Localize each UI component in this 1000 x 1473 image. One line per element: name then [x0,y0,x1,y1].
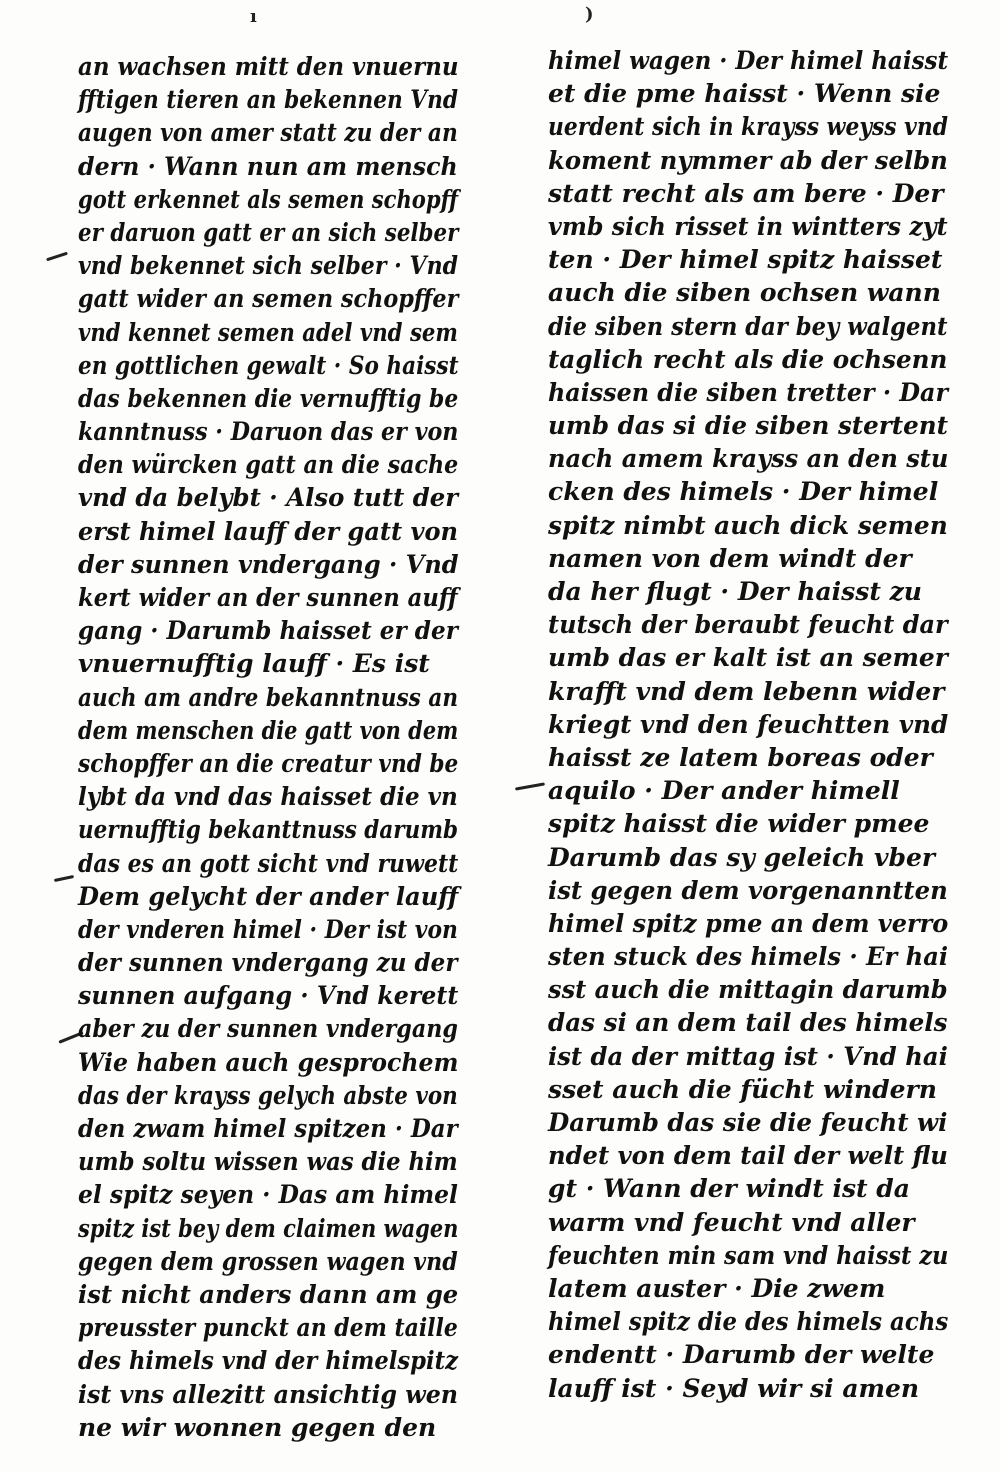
manuscript-line: auch die siben ochsen wann [548,278,941,308]
manuscript-line: ndet von dem tail der welt flu [548,1141,948,1171]
manuscript-line: dern · Wann nun am mensch [78,151,458,181]
manuscript-line: Darumb das sie die feucht wi [548,1108,948,1137]
manuscript-line: himel spitz pme an dem verro [548,908,949,938]
manuscript-line: vnd da belybt · Also tutt der [78,483,459,513]
manuscript-line: vnuernufftig lauff · Es ist [78,649,430,679]
manuscript-line: umb das er kalt ist an semer [548,643,948,673]
manuscript-line: ten · Der himel spitz haisset [548,245,943,275]
manuscript-line: der sunnen vndergang · Vnd [78,549,459,579]
margin-tick-mark: ı [250,6,257,27]
manuscript-line: da her flugt · Der haisst zu [548,577,922,606]
manuscript-line: ist vns allezitt ansichtig wen [78,1379,459,1409]
manuscript-line: der vnderen himel · Der ist von [78,914,458,944]
manuscript-line: spitz haisst die wider pmee [548,809,930,839]
manuscript-line: aber zu der sunnen vndergang [78,1014,458,1044]
manuscript-line: dem menschen die gatt von dem [78,715,459,745]
manuscript-line: gott erkennet als semen schopff [78,184,459,214]
manuscript-line: sst auch die mittagin darumb [548,975,948,1005]
manuscript-line: taglich recht als die ochsenn [548,344,948,374]
margin-stroke [515,782,545,790]
manuscript-line: sten stuck des himels · Er hai [548,942,949,972]
manuscript-line: uerdent sich in krayss weyss vnd [548,112,948,142]
manuscript-line: uernufftig bekanttnuss darumb [78,815,458,845]
manuscript-line: das es an gott sicht vnd ruwett [78,848,459,878]
margin-tick-mark: ) [585,4,594,25]
manuscript-line: gang · Darumb haisset er der [78,616,458,646]
manuscript-line: erst himel lauff der gatt von [78,516,459,546]
manuscript-line: tutsch der beraubt feucht dar [548,610,948,640]
manuscript-line: himel wagen · Der himel haisst [548,46,949,75]
manuscript-line: koment nymmer ab der selbn [548,145,948,175]
manuscript-line: vnd bekennet sich selber · Vnd [78,251,459,281]
margin-stroke [54,875,74,882]
manuscript-line: endentt · Darumb der welte [548,1340,935,1370]
manuscript-line: lauff ist · Seyd wir si amen [548,1373,920,1403]
manuscript-line: schopffer an die creatur vnd be [78,748,459,778]
manuscript-line: das si an dem tail des himels [548,1008,948,1038]
manuscript-line: den zwam himel spitzen · Dar [78,1114,458,1143]
manuscript-line: aquilo · Der ander himell [548,776,900,806]
manuscript-line: en gottlichen gewalt · So haisst [78,350,459,380]
manuscript-line: kert wider an der sunnen auff [78,583,458,612]
manuscript-line: fftigen tieren an bekennen Vnd [78,85,458,115]
manuscript-line: die siben stern dar bey walgent [548,311,948,341]
manuscript-line: gatt wider an semen schopffer [78,284,459,314]
left-text-column [78,50,458,1444]
manuscript-line: gt · Wann der windt ist da [548,1174,910,1204]
manuscript-line: nach amem krayss an den stu [548,444,949,474]
manuscript-line: spitz nimbt auch dick semen [548,510,948,540]
manuscript-line: namen von dem windt der [548,543,912,573]
manuscript-line: ist nicht anders dann am ge [78,1279,459,1309]
manuscript-line: spitz ist bey dem claimen wagen [78,1213,459,1243]
manuscript-line: cken des himels · Der himel [548,477,939,507]
manuscript-line: des himels vnd der himelspitz [78,1346,458,1376]
manuscript-line: Wie haben auch gesprochem [78,1047,459,1077]
manuscript-line: gegen dem grossen wagen vnd [78,1246,458,1276]
manuscript-line: lybt da vnd das haisset die vn [78,782,458,812]
manuscript-line: himel spitz die des himels achs [548,1307,949,1337]
manuscript-line: haissen die siben tretter · Dar [548,377,949,407]
manuscript-line: latem auster · Die zwem [548,1273,886,1303]
manuscript-line: das der krayss gelych abste von [78,1080,458,1110]
manuscript-line: Darumb das sy geleich vber [548,842,936,872]
manuscript-line: augen von amer statt zu der an [78,118,458,148]
manuscript-line: preusster punckt an dem taille [78,1313,458,1343]
manuscript-line: umb soltu wissen was die him [78,1147,458,1177]
manuscript-line: statt recht als am bere · Der [548,178,944,208]
manuscript-line: vnd kennet semen adel vnd sem [78,317,458,347]
right-text-column [548,44,948,1405]
manuscript-line: Dem gelycht der ander lauff [78,881,459,911]
manuscript-line: feuchten min sam vnd haisst zu [548,1240,949,1270]
manuscript-line: den würcken gatt an die sache [78,450,459,480]
manuscript-line: ist gegen dem vorgenanntten [548,875,948,905]
manuscript-line: warm vnd feucht vnd aller [548,1207,915,1237]
manuscript-line: sunnen aufgang · Vnd kerett [78,981,459,1011]
manuscript-line: er daruon gatt er an sich selber [78,217,459,247]
manuscript-line: der sunnen vndergang zu der [78,948,458,978]
manuscript-line: haisst ze latem boreas oder [548,742,933,772]
manuscript-line: kanntnuss · Daruon das er von [78,417,459,447]
manuscript-line: ist da der mittag ist · Vnd hai [548,1041,948,1071]
manuscript-line: auch am andre bekanntnuss an [78,682,459,712]
manuscript-line: krafft vnd dem lebenn wider [548,676,945,706]
manuscript-line: ne wir wonnen gegen den [78,1412,437,1442]
manuscript-line: sset auch die fücht windern [548,1074,937,1104]
margin-stroke [46,252,68,262]
manuscript-line: et die pme haisst · Wenn sie [548,79,941,109]
manuscript-line: el spitz seyen · Das am himel [78,1180,458,1210]
manuscript-line: kriegt vnd den feuchtten vnd [548,709,949,739]
manuscript-line: an wachsen mitt den vnuernu [78,52,459,81]
manuscript-line: umb das si die siben stertent [548,411,948,441]
manuscript-line: vmb sich risset in wintters zyt [548,211,948,241]
manuscript-line: das bekennen die vernufftig be [78,383,459,413]
